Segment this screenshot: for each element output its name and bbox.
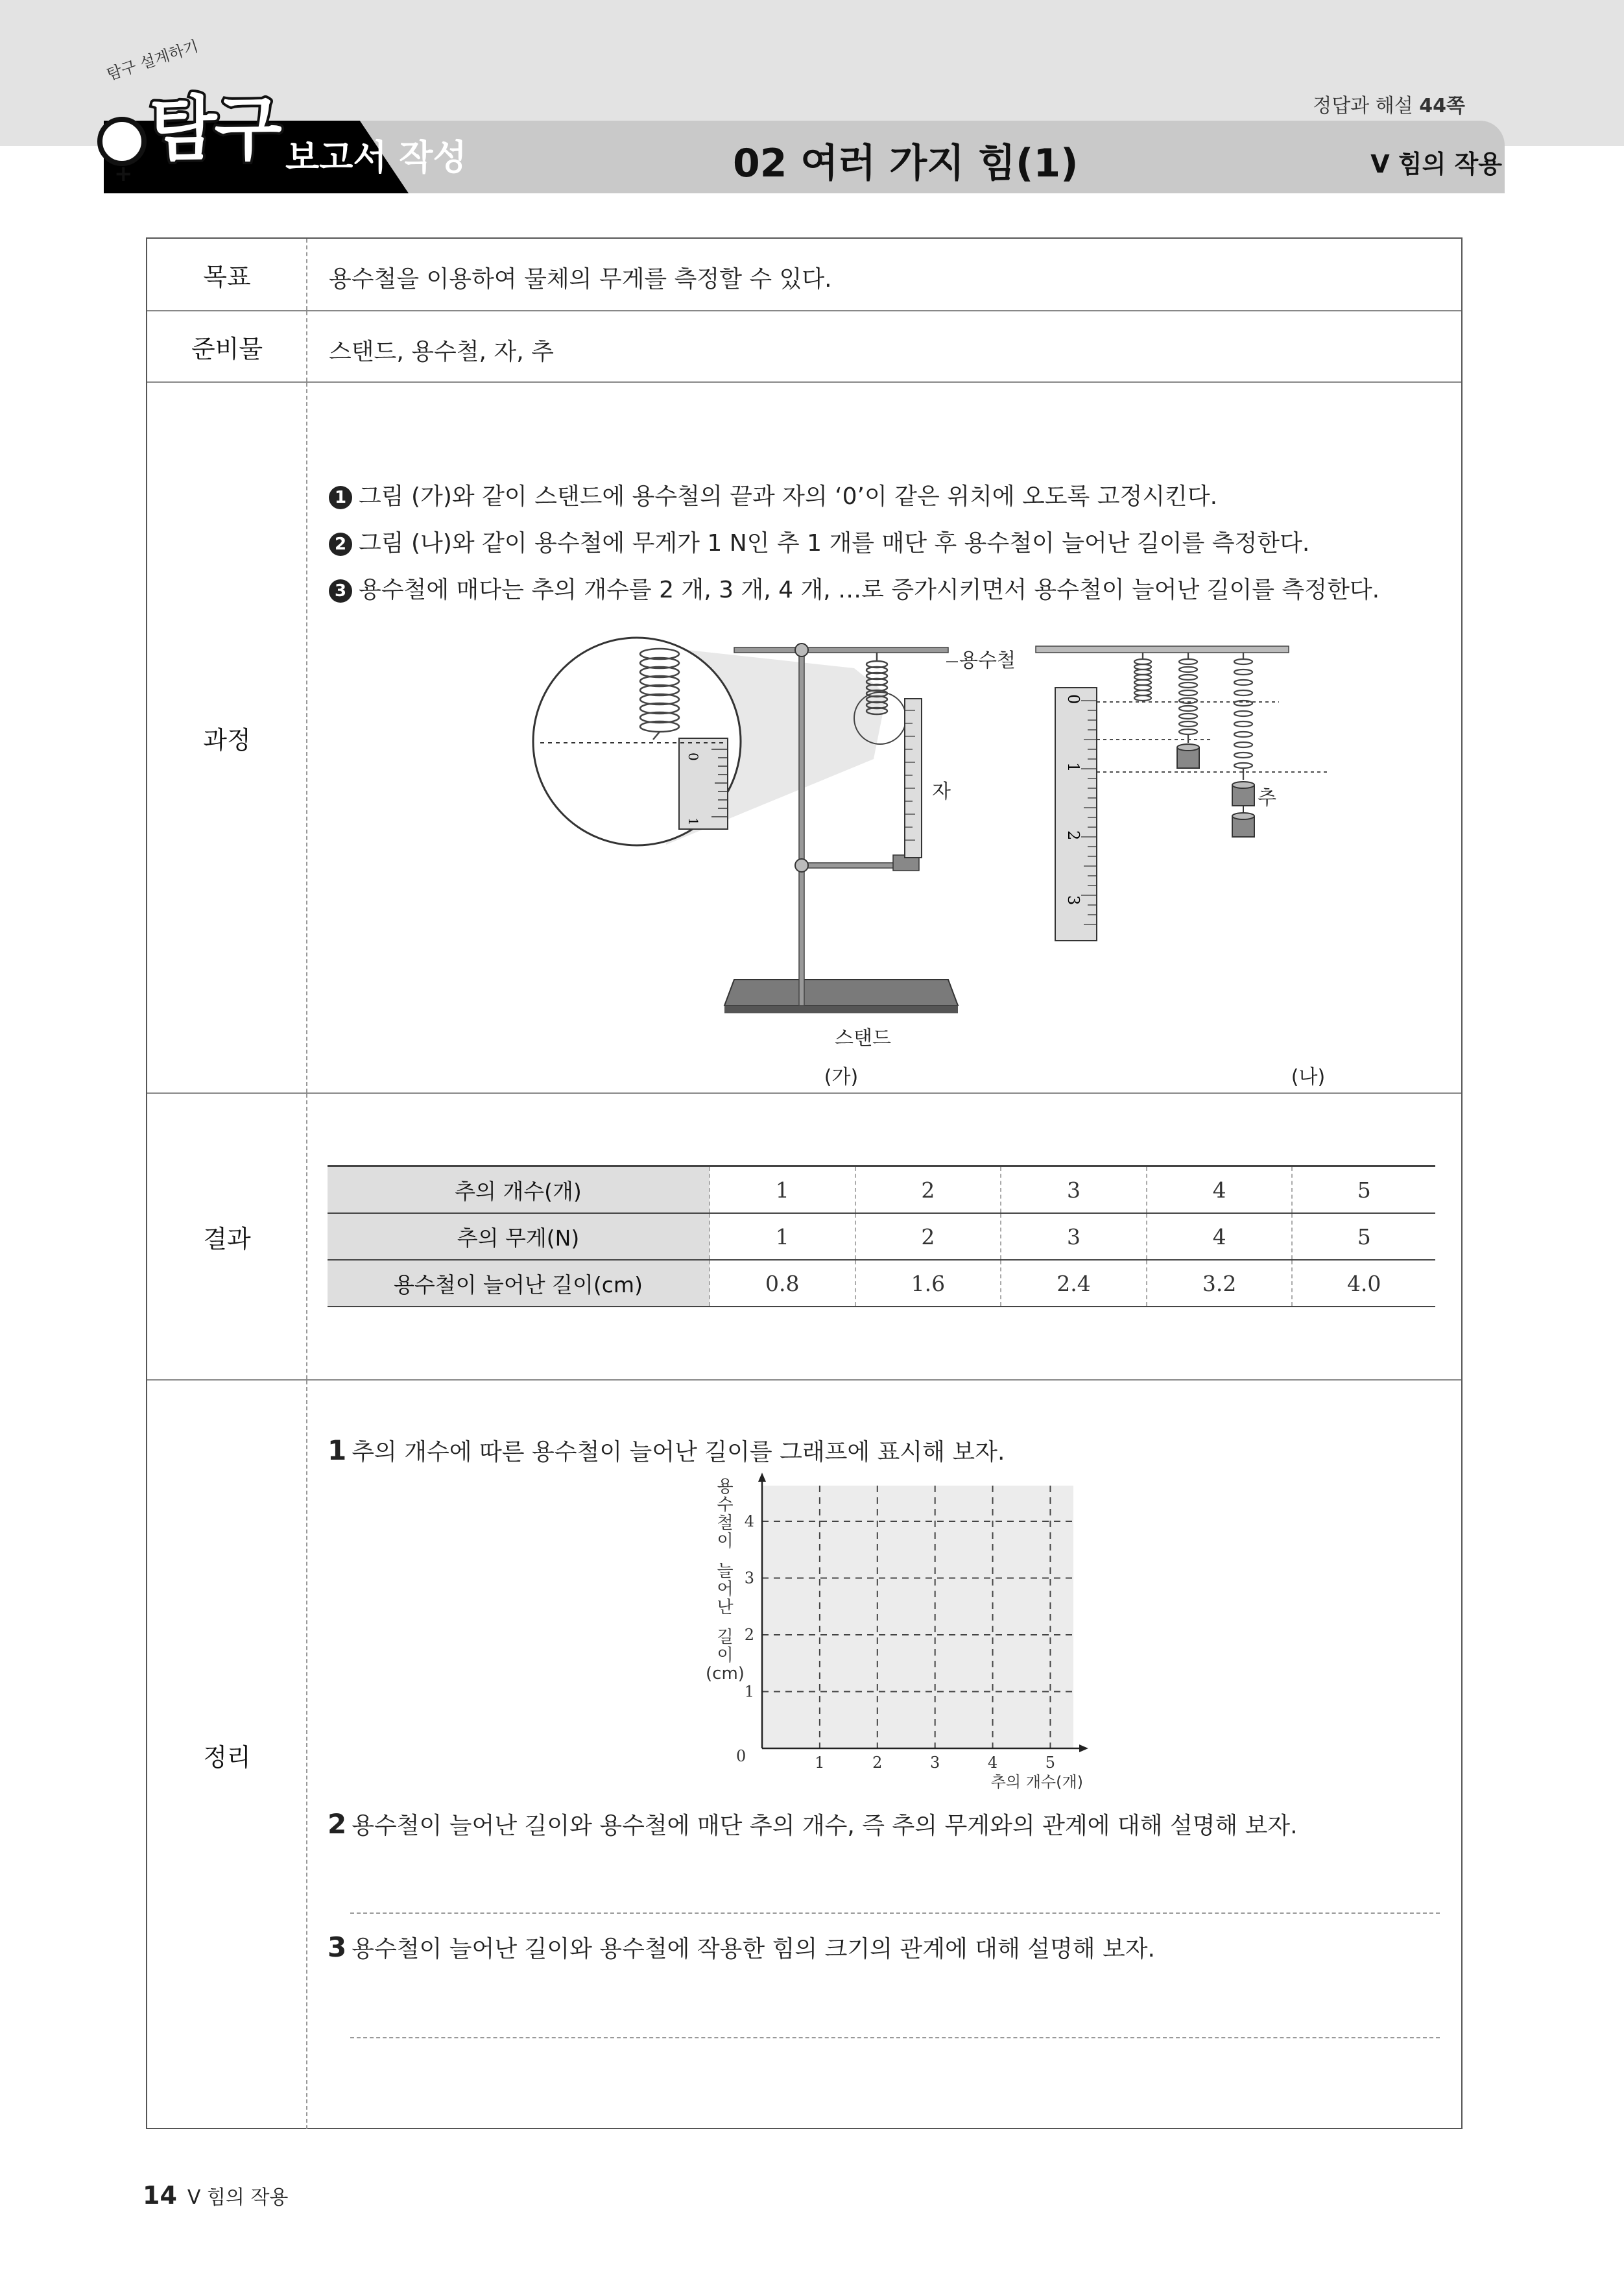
row-materials — [147, 311, 1461, 383]
x-tick-label: 4 — [987, 1754, 998, 1772]
length-cell: 1.6 — [855, 1260, 1001, 1307]
y-axis-arrow — [758, 1473, 766, 1482]
y-axis-label-char: 난 — [717, 1598, 734, 1617]
results-table — [328, 1165, 1435, 1307]
question-3: 3 용수철이 늘어난 길이와 용수철에 작용한 힘의 크기의 관계에 대해 설명해 보자. — [328, 1931, 1155, 1963]
zoom-ruler-mark-0: 0 — [686, 753, 701, 761]
procedure-step-2: 2 그림 (나)와 같이 용수철에 무게가 1 N인 추 1 개를 매단 후 용수철이 늘어난 길이를 측정한다. — [329, 525, 1309, 558]
weight-2 — [1232, 782, 1254, 837]
count-cell: 3 — [1001, 1166, 1147, 1214]
table-row-count — [328, 1166, 1435, 1214]
label-ruler: 자 — [932, 780, 951, 803]
ruler-mark-0: 0 — [1064, 694, 1082, 705]
count-cell: 4 — [1147, 1166, 1293, 1214]
y-axis-label-char: 길 — [717, 1628, 734, 1647]
zoom-ruler-mark-1: 1 — [686, 817, 701, 826]
caption-a: (가) — [824, 1066, 859, 1089]
length-cell: 0.8 — [710, 1260, 855, 1307]
row-label-goal: 목표 — [203, 262, 251, 291]
label-stand: 스탠드 — [835, 1027, 891, 1050]
length-cell: 3.2 — [1147, 1260, 1293, 1307]
y-axis-label-char: 수 — [717, 1495, 734, 1515]
x-tick-label: 5 — [1045, 1754, 1056, 1772]
magnifier-icon — [97, 117, 147, 166]
y-axis-label-char: 이 — [717, 1646, 734, 1665]
count-cell: 1 — [710, 1166, 855, 1214]
report-title: 보고서 작성 — [285, 137, 467, 178]
goal-text: 용수철을 이용하여 물체의 무게를 측정할 수 있다. — [329, 266, 832, 293]
table-row-length — [328, 1260, 1435, 1307]
row-procedure — [147, 383, 1461, 1094]
y-axis-label-char: (cm) — [706, 1664, 745, 1683]
count-cell: 5 — [1292, 1166, 1435, 1214]
procedure-step-1: 1 그림 (가)와 같이 스탠드에 용수철의 끝과 자의 ‘0’이 같은 위치에 오도록 고정시킨다. — [329, 478, 1217, 511]
weight-cell: 5 — [1292, 1213, 1435, 1260]
y-axis-label-char: 용 — [717, 1477, 734, 1497]
row-label-results: 결과 — [203, 1224, 251, 1253]
figure-b — [147, 383, 1463, 1094]
row-label-procedure: 과정 — [203, 725, 251, 754]
x-axis-label: 추의 개수(개) — [990, 1773, 1083, 1791]
brand-logo: 탐구 — [149, 89, 280, 170]
caption-b: (나) — [1291, 1066, 1326, 1089]
table-row-weight — [328, 1213, 1435, 1260]
question-2: 2 용수철이 늘어난 길이와 용수철에 매단 추의 개수, 즉 추의 무게와의 관계에 대해 설명해 보자. — [328, 1808, 1298, 1840]
label-spring: 용수철 — [959, 649, 1016, 672]
x-tick-label: 3 — [930, 1754, 940, 1772]
footer-unit: V 힘의 작용 — [187, 2186, 289, 2209]
y-tick-label: 4 — [744, 1512, 754, 1530]
page-number: 14 — [143, 2181, 177, 2210]
answer-reference: 정답과 해설 44쪽 — [1313, 95, 1465, 117]
row-label-materials: 준비물 — [191, 334, 263, 363]
header-cell: 용수철이 늘어난 길이(cm) — [328, 1260, 710, 1307]
y-tick-label: 1 — [744, 1682, 754, 1701]
x-tick-label: 1 — [815, 1754, 825, 1772]
ruler-mark-3: 3 — [1064, 895, 1082, 906]
row-label-summary: 정리 — [203, 1743, 251, 1772]
row-goal — [147, 239, 1461, 311]
y-tick-label: 2 — [744, 1626, 754, 1644]
origin-label: 0 — [736, 1747, 746, 1765]
blank-graph[interactable] — [700, 1473, 1103, 1810]
answer-line-3[interactable] — [350, 2037, 1440, 2038]
question-1: 1 추의 개수에 따른 용수철이 늘어난 길이를 그래프에 표시해 보자. — [328, 1434, 1005, 1466]
chapter-number: 02 — [733, 141, 787, 186]
plus-icon: + — [114, 161, 133, 187]
y-tick-label: 3 — [744, 1569, 754, 1587]
answer-line-2[interactable] — [350, 1912, 1440, 1914]
y-axis-label-char: 이 — [717, 1532, 734, 1551]
count-cell: 2 — [855, 1166, 1001, 1214]
header-cell: 추의 개수(개) — [328, 1166, 710, 1214]
weight-cell: 1 — [710, 1213, 855, 1260]
footer — [143, 2181, 288, 2210]
weight-cell: 2 — [855, 1213, 1001, 1260]
x-tick-label: 2 — [872, 1754, 883, 1772]
length-cell: 2.4 — [1001, 1260, 1147, 1307]
step-number: 2 — [329, 533, 352, 556]
label-weight: 추 — [1258, 787, 1276, 810]
y-axis-label-char: 어 — [717, 1580, 734, 1599]
chapter-title: 02 여러 가지 힘(1) — [733, 141, 1079, 186]
y-axis-label-char: 늘 — [717, 1562, 734, 1581]
plot-area — [762, 1486, 1073, 1748]
x-axis-arrow — [1079, 1744, 1088, 1752]
procedure-step-3: 3 용수철에 매다는 추의 개수를 2 개, 3 개, 4 개, …로 증가시키면서 용수철이 늘어난 길이를 측정한다. — [329, 572, 1379, 605]
weight-1 — [1177, 744, 1199, 768]
ruler-mark-1: 1 — [1064, 762, 1082, 773]
step-number: 3 — [329, 579, 352, 603]
brand-subtitle: 탐구 설계하기 — [104, 37, 201, 84]
weight-cell: 4 — [1147, 1213, 1293, 1260]
weight-cell: 3 — [1001, 1213, 1147, 1260]
length-cell: 4.0 — [1292, 1260, 1435, 1307]
ruler-mark-2: 2 — [1064, 830, 1082, 841]
step-number: 1 — [329, 486, 352, 509]
materials-text: 스탠드, 용수철, 자, 추 — [329, 339, 554, 365]
y-axis-label-char: 철 — [717, 1514, 734, 1533]
unit-label: V 힘의 작용 — [1370, 150, 1502, 178]
header-cell: 추의 무게(N) — [328, 1213, 710, 1260]
